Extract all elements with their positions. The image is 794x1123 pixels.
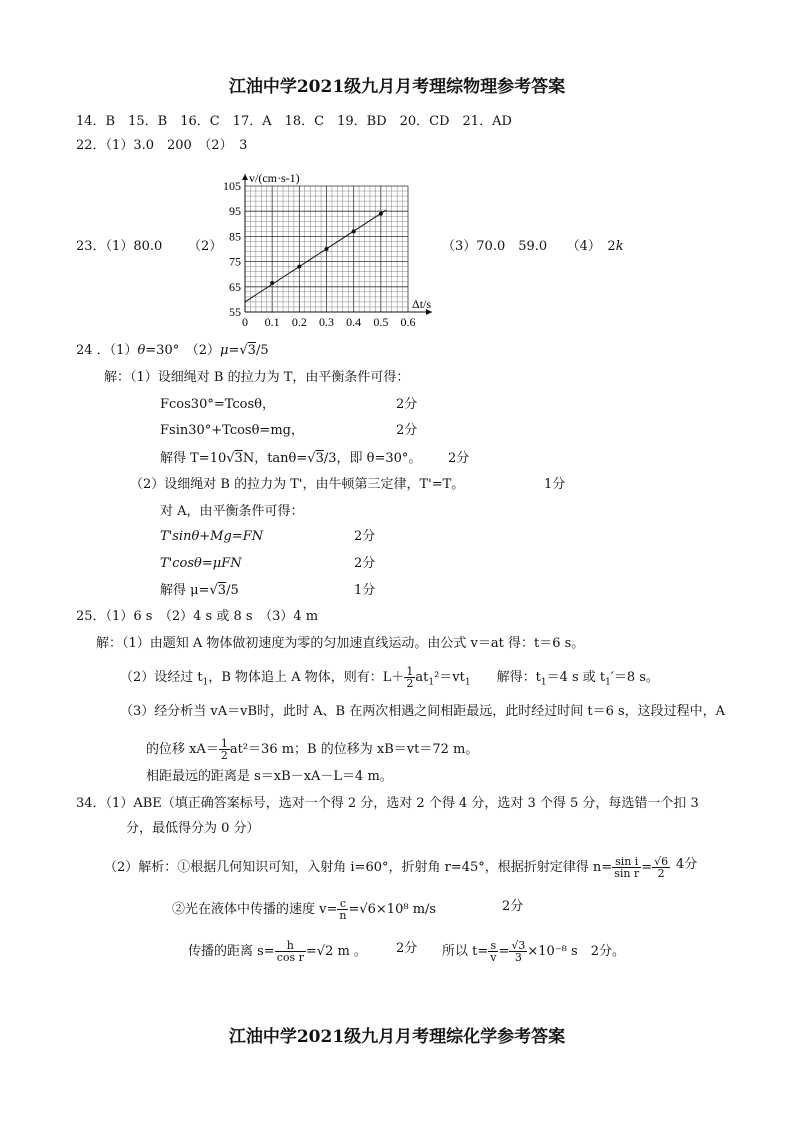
y-tick-label: 75 (229, 254, 241, 269)
q24-line2: Fcos30°=Tcosθ， (160, 397, 276, 412)
q24-line4: 解得 T=10√3N，tanθ=√3/3，即 θ=30°。 (160, 451, 422, 466)
q24-line8: T'cosθ=μFN (160, 556, 242, 571)
q25-line5: 相距最远的距离是 s＝xB－xA－L＝4 m。 (146, 769, 393, 784)
q34-line4: ②光在液体中传播的速度 v= $\frac{c}{n}$ =√6×10⁸ m/s (172, 897, 437, 922)
q34-line2: 分，最低得分为 0 分） (126, 821, 260, 836)
q24-line2-score: 2分 (396, 397, 418, 412)
q24-line8-score: 2分 (354, 556, 376, 571)
q34-line3: （2）解析：①根据几何知识可知，入射角 i=60°，折射角 r=45°，根据折射定律得 n= $\frac{\text{sin i}}{\text{sin r}}$ = $\frac{√6}{2}$ (104, 855, 669, 880)
q34-line4-score: 2分 (502, 899, 524, 914)
q24-line9: 解得 μ=√3/5 (160, 583, 239, 598)
y-axis-arrow (242, 174, 248, 180)
q24-line6: 对 A，由平衡条件可得： (160, 504, 304, 519)
y-tick-label: 65 (229, 279, 241, 294)
q34-line3-score: 4分 (676, 857, 698, 872)
choice-answers: 14．B 15．B 16．C 17．A 18．C 19．BD 20．CD 21．AD (76, 114, 512, 129)
x-tick-label: 0.1 (264, 315, 280, 329)
y-tick-label: 85 (229, 229, 241, 244)
q24-line7: T'sinθ+Mg=FN (160, 529, 264, 544)
q25-heading: 25．（1）6 s （2）4 s 或 8 s （3）4 m (76, 609, 319, 624)
x-tick-label: 0 (242, 315, 248, 329)
q34-line5-score: 2分 (396, 941, 418, 956)
data-point (297, 265, 301, 269)
x-tick-label: 0.4 (346, 315, 362, 329)
q24-line3: Fsin30°+Tcosθ=mg， (160, 423, 304, 438)
q25-line4: 的位移 xA＝ $\frac{1}{2}$ at²＝36 m；B 的位移为 xB＝vt＝72 m。 (146, 737, 479, 762)
data-point (352, 229, 356, 233)
q24-heading: 24 ．（1）θ=30° （2）μ=√3/5 (76, 343, 269, 358)
data-point (270, 281, 274, 285)
q23-part1: 23．（1）80.0 (76, 239, 163, 254)
x-tick-label: 0.2 (291, 315, 307, 329)
physics-title: 江油中学2021级九月月考理综物理参考答案 (228, 77, 566, 97)
q25-line1: 解：（1）由题知 A 物体做初速度为零的匀加速直线运动。由公式 v＝at 得：t＝6 s。 (96, 636, 585, 651)
q22-answer: 22．（1）3.0 200 （2） 3 (76, 138, 248, 153)
q24-line7-score: 2分 (354, 529, 376, 544)
x-tick-label: 0.3 (319, 315, 334, 329)
y-tick-label: 105 (223, 179, 241, 193)
x-tick-label: 0.6 (400, 315, 416, 329)
chemistry-title: 江油中学2021级九月月考理综化学参考答案 (228, 1027, 566, 1047)
q34-line5-time: 所以 t= $\frac{s}{v}$ = $\frac{√3}{3}$ ×10⁻⁸ s 2分。 (442, 939, 625, 964)
q24-line1: 解：（1）设细绳对 B 的拉力为 T，由平衡条件可得： (104, 370, 410, 385)
q24-line3-score: 2分 (396, 423, 418, 438)
x-tick-label: 0.5 (373, 315, 389, 329)
y-axis-label: v/(cm·s-1) (249, 171, 300, 185)
q24-line5-score: 1分 (544, 477, 566, 492)
y-tick-label: 55 (229, 305, 241, 319)
x-axis-label: Δt/s (412, 297, 432, 311)
y-tick-label: 95 (229, 204, 241, 219)
q24-line5: （2）设细绳对 B 的拉力为 T'，由牛顿第三定律，T'=T。 (130, 477, 465, 492)
q34-line5: 传播的距离 s= $\frac{h}{\text{cos r}}$ =√2 m 。 (188, 939, 367, 964)
q24-line4-score: 2分 (448, 451, 470, 466)
q23-part2-label: （2） (188, 239, 223, 254)
q25-line2: （2）设经过 $t_1$，B 物体追上 A 物体，则有：L＋ $\frac{1}{2}$ $at_1^2=vt_1$ 解得：$t_1=4$ s 或 $t_1'=8$ s。 (120, 665, 659, 690)
data-point (325, 247, 329, 251)
velocity-time-chart (212, 168, 442, 336)
q23-part34: （3）70.0 59.0 （4） 2k (442, 239, 624, 254)
q34-line1: 34．（1）ABE（填正确答案标号，选对一个得 2 分，选对 2 个得 4 分，选对 3 个得 5 分，每选错一个扣 3 (76, 796, 699, 811)
q25-line3: （3）经分析当 vA＝vB时，此时 A、B 在两次相遇之间相距最远，此时经过时间 t＝6 s，这段过程中，A (120, 704, 726, 719)
q24-line9-score: 1分 (354, 583, 376, 598)
data-point (379, 212, 383, 216)
